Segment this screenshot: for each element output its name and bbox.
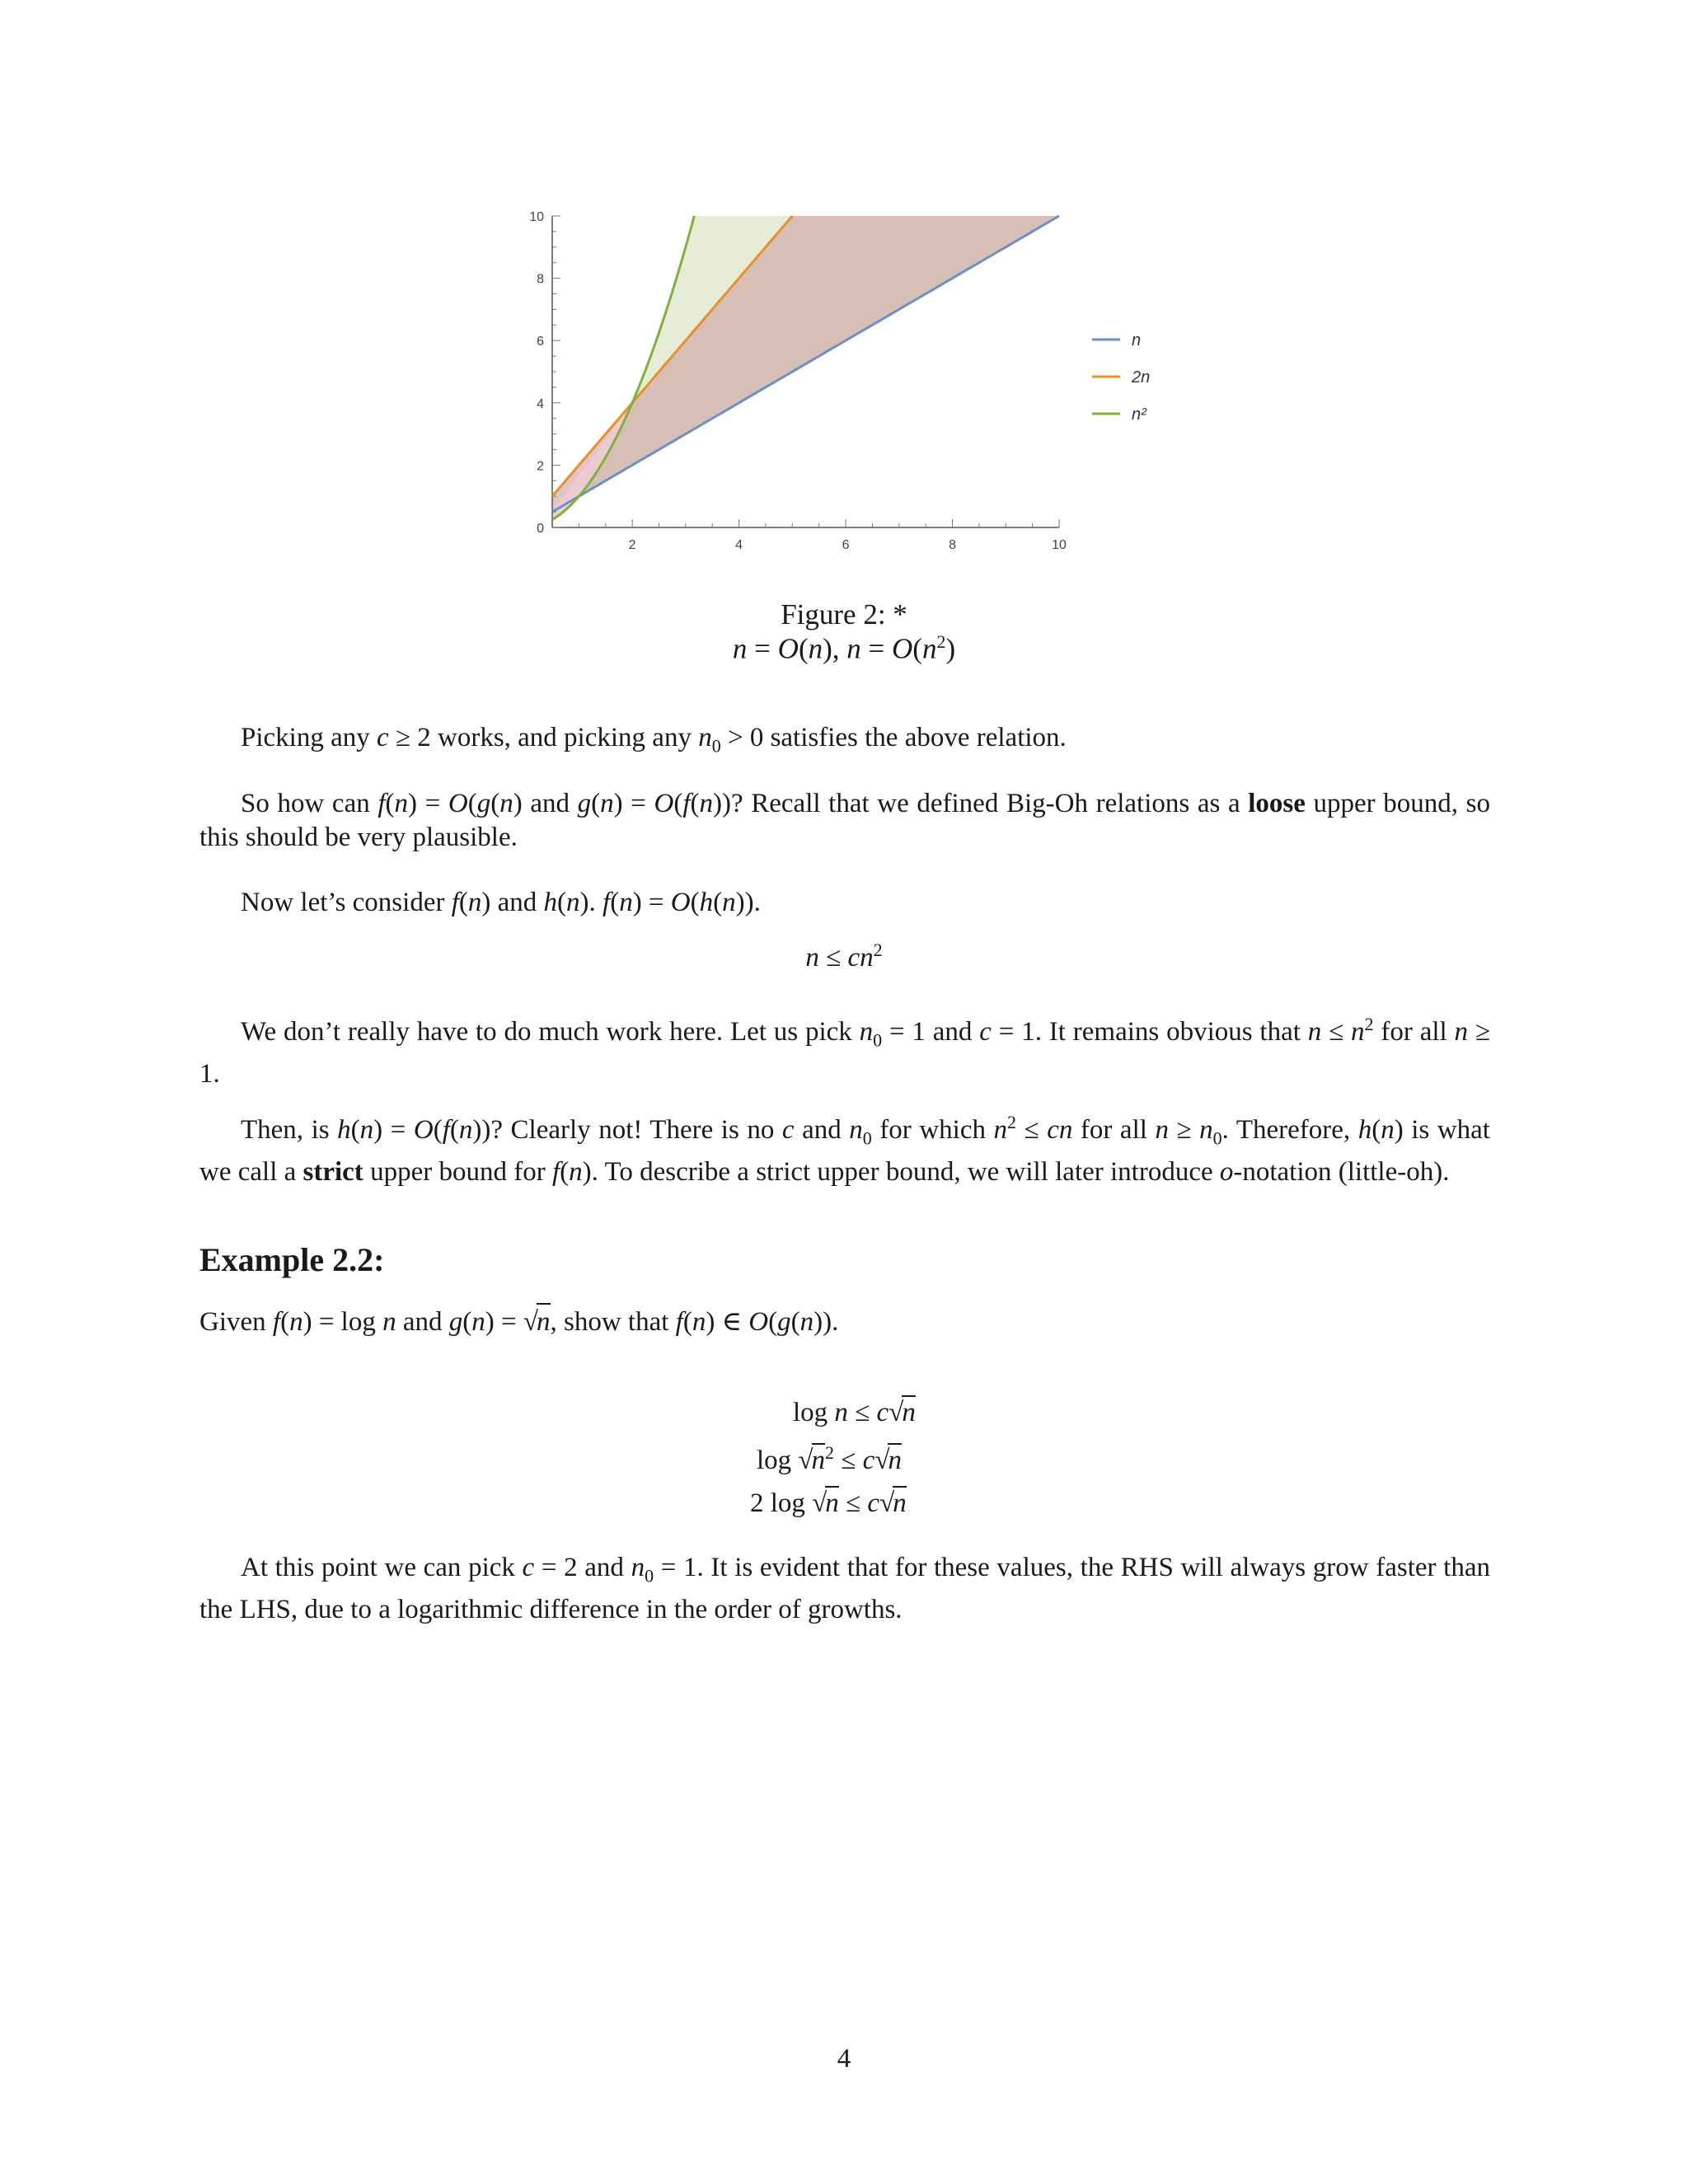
y-tick-label: 8	[537, 272, 544, 287]
example-heading: Example 2.2:	[199, 1241, 385, 1278]
page-number: 4	[837, 2044, 851, 2074]
y-tick-label: 4	[537, 396, 544, 411]
growth-chart	[495, 198, 1187, 560]
x-tick-label: 6	[842, 538, 850, 552]
figure-caption-label: Figure 2: *	[781, 598, 907, 630]
paragraph-2: So how can f(n) = O(g(n) and g(n) = O(f(n))? Recall that we defined Big-Oh relations as a loose upper bound, so this should be very plausible.	[199, 789, 1490, 852]
legend-label: n	[1132, 331, 1142, 349]
y-tick-label: 2	[537, 459, 544, 474]
paragraph-6: Given f(n) = log n and g(n) = √n, show that f(n) ∈ O(g(n)).	[199, 1303, 1490, 1339]
equation-3: $\log √n^2 \le c√n$	[757, 1442, 902, 1475]
paragraph-3: Now let’s consider f(n) and h(n). f(n) = O(h(n)).	[241, 888, 761, 917]
equation-1: $n \le cn^2$	[805, 940, 883, 972]
legend-label: n²	[1132, 405, 1146, 424]
paragraph-1: Picking any c ≥ 2 works, and picking any $n_0 > 0$ satisfies the above relation.	[241, 723, 1067, 757]
figure-caption-formula: n = O(n), $n = O(n^2)$	[732, 631, 956, 665]
x-tick-label: 2	[628, 538, 636, 552]
x-tick-label: 4	[735, 538, 743, 552]
y-tick-label: 10	[529, 210, 544, 224]
y-tick-label: 0	[537, 522, 544, 536]
x-tick-label: 10	[1052, 538, 1067, 552]
y-tick-label: 6	[537, 335, 544, 349]
equation-4: 2 log √n ≤ c√n	[750, 1486, 907, 1519]
paragraph-5: Then, is h(n) = O(f(n))? Clearly not! There is no c and $n_0$ for which $n^2$ ≤ cn for all $n \ge n_0$. Therefore, h(n) is what we call a strict upper bound for f(n). To describe a strict upper bound, we will later introduce o-notation (little-oh).	[199, 1112, 1490, 1187]
equation-2: log n ≤ c√n	[793, 1395, 916, 1428]
paragraph-4: We don’t really have to do much work here. Let us pick $n_0 = 1$ and c = 1. It remains obvious that $n \le n^2$ for all n ≥ 1.	[199, 1014, 1490, 1089]
paragraph-7: At this point we can pick c = 2 and $n_0 = 1$. It is evident that for these values, the RHS will always grow faster than the LHS, due to a logarithmic difference in the order of growths.	[199, 1553, 1490, 1624]
legend-label: 2n	[1132, 368, 1151, 387]
x-tick-label: 8	[949, 538, 956, 552]
